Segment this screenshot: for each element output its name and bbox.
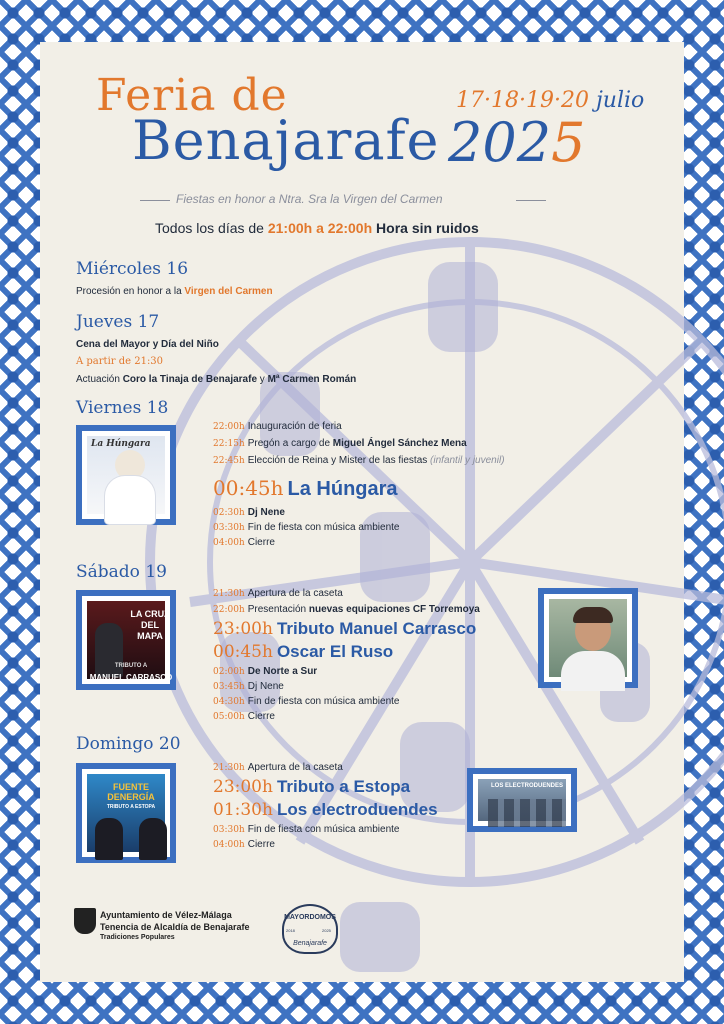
sunday-after-1 — [213, 824, 399, 835]
friday-headliner — [213, 476, 398, 501]
friday-headliner-name: La Húngara — [287, 478, 398, 500]
friday-after-1 — [213, 507, 285, 518]
dates-numbers: 17·18·19·20 — [456, 88, 589, 113]
photo-la-hungara-label: La Húngara — [91, 439, 151, 449]
saturday-headliner-2-name: Oscar El Ruso — [276, 642, 394, 661]
sunday-headliner-2 — [213, 800, 438, 820]
saturday-after-3-time: 04:30h — [213, 697, 245, 707]
saturday-headliner-2-time: 00:45h — [213, 642, 273, 662]
poster-estopa-sub: TRIBUTO A ESTOPA — [106, 804, 156, 810]
friday-event-2 — [213, 438, 467, 449]
saturday-after-2 — [213, 681, 284, 692]
poster-carrasco-sub: TRIBUTO A — [114, 663, 148, 669]
saturday-after-3 — [213, 696, 399, 707]
ayuntamiento-line1: Ayuntamiento de Vélez-Málaga — [100, 910, 232, 920]
saturday-event-1-text: Apertura de la caseta — [247, 588, 343, 599]
photo-oscar-el-ruso — [538, 588, 638, 688]
mayordomos-year-b: 2025 — [322, 928, 331, 933]
thursday-event-2-and: y — [257, 374, 268, 385]
photo-la-hungara — [76, 425, 176, 525]
saturday-event-2 — [213, 604, 480, 615]
poster-carrasco-title: LA CRUZ DEL MAPA — [130, 609, 170, 641]
singer-dress — [105, 476, 155, 524]
wednesday-event — [76, 286, 273, 297]
friday-after-1-time: 02:30h — [213, 508, 245, 518]
day-heading-friday: Viernes 18 — [76, 398, 169, 418]
thursday-event-1-text: Cena del Mayor y Día del Niño — [76, 339, 219, 350]
friday-after-1-text: Dj Nene — [247, 507, 285, 518]
sunday-headliner-1-time: 23:00h — [213, 777, 273, 797]
performer-right — [139, 818, 167, 860]
wednesday-event-highlight: Virgen del Carmen — [184, 286, 273, 297]
day-heading-wednesday: Miércoles 16 — [76, 259, 189, 279]
friday-event-3-text: Elección de Reina y Mister de las fiestas — [247, 455, 431, 466]
oscar-hair — [573, 607, 613, 623]
friday-event-2-text: Pregón a cargo de — [247, 438, 333, 449]
thursday-event-2-singer: Mª Carmen Román — [267, 374, 357, 385]
thursday-time: A partir de 21:30 — [76, 356, 164, 367]
sunday-event-1-time: 21:30h — [213, 763, 245, 773]
saturday-headliner-1-name: Tributo Manuel Carrasco — [276, 619, 477, 638]
thursday-event-2 — [76, 374, 356, 385]
saturday-after-4-time: 05:00h — [213, 712, 245, 722]
sunday-headliner-2-name: Los electroduendes — [276, 800, 438, 819]
day-heading-sunday: Domingo 20 — [76, 734, 181, 754]
saturday-event-1-time: 21:30h — [213, 589, 245, 599]
ayuntamiento-line3: Tradiciones Populares — [100, 934, 175, 941]
day-heading-thursday: Jueves 17 — [76, 312, 160, 332]
thursday-event-2-choir: Coro la Tinaja de Benajarafe — [122, 374, 258, 385]
saturday-headliner-1 — [213, 619, 476, 639]
friday-after-2 — [213, 522, 399, 533]
quiet-prefix: Todos los días de — [155, 220, 268, 236]
thursday-event-2-prefix: Actuación — [76, 374, 123, 385]
quiet-label: Hora sin ruidos — [372, 220, 479, 236]
year-part-b: 5 — [551, 111, 586, 174]
sunday-headliner-2-time: 01:30h — [213, 800, 273, 820]
subtitle-rule-right — [516, 200, 546, 201]
saturday-after-4 — [213, 711, 275, 722]
poster-manuel-carrasco — [76, 590, 176, 690]
saturday-after-2-text: Dj Nene — [247, 681, 284, 692]
friday-event-1-text: Inauguración de feria — [247, 421, 342, 432]
sunday-after-2-text: Cierre — [247, 839, 275, 850]
sunday-after-2-time: 04:00h — [213, 840, 245, 850]
mayordomos-sub: Benajarafe — [293, 940, 327, 947]
friday-event-2-name: Miguel Ángel Sánchez Mena — [332, 438, 467, 449]
friday-after-3 — [213, 537, 275, 548]
friday-after-3-text: Cierre — [247, 537, 275, 548]
year-part-a: 202 — [448, 111, 552, 174]
saturday-event-2-bold: nuevas equipaciones CF Torremoya — [308, 604, 480, 615]
subtitle: Fiestas en honor a Ntra. Sra la Virgen del Carmen — [176, 192, 443, 206]
friday-event-3-time: 22:45h — [213, 456, 245, 466]
friday-event-1 — [213, 421, 342, 432]
subtitle-rule-left — [140, 200, 170, 201]
ayuntamiento-crest-icon — [74, 908, 96, 934]
photo-los-electroduendes — [467, 768, 577, 832]
sunday-after-2 — [213, 839, 275, 850]
saturday-event-1 — [213, 588, 343, 599]
quiet-hours-range: 21:00h a 22:00h — [267, 220, 373, 236]
wednesday-event-text: Procesión en honor a la — [76, 286, 185, 297]
sunday-event-1-text: Apertura de la caseta — [247, 762, 343, 773]
thursday-event-1 — [76, 339, 219, 350]
oscar-shirt — [561, 651, 625, 691]
friday-after-2-time: 03:30h — [213, 523, 245, 533]
friday-event-3 — [213, 455, 505, 466]
saturday-after-1-time: 02:00h — [213, 667, 245, 677]
poster-estopa-title: FUENTE DENERGÍA — [107, 782, 155, 802]
sunday-headliner-1-name: Tributo a Estopa — [276, 777, 411, 796]
title-year — [448, 111, 586, 174]
saturday-event-2-text: Presentación — [247, 604, 309, 615]
ayuntamiento-line2: Tenencia de Alcaldía de Benajarafe — [100, 922, 250, 932]
day-heading-saturday: Sábado 19 — [76, 562, 167, 582]
title-benajarafe: Benajarafe — [132, 109, 440, 172]
poster-carrasco-name: MANUEL CARRASCO — [89, 673, 173, 682]
saturday-after-1-text: De Norte a Sur — [247, 666, 318, 677]
friday-event-2-time: 22:15h — [213, 439, 245, 449]
saturday-after-2-time: 03:45h — [213, 682, 245, 692]
sunday-after-1-text: Fin de fiesta con música ambiente — [247, 824, 400, 835]
saturday-after-4-text: Cierre — [247, 711, 275, 722]
friday-after-3-time: 04:00h — [213, 538, 245, 548]
quiet-hours — [155, 220, 479, 236]
sunday-after-1-time: 03:30h — [213, 825, 245, 835]
saturday-after-1 — [213, 666, 317, 677]
poster-fuente-denergia — [76, 763, 176, 863]
friday-headliner-time: 00:45h — [213, 476, 284, 500]
performer-left — [95, 818, 123, 860]
mayordomos-title: MAYORDOMOS — [284, 914, 336, 921]
sunday-headliner-1 — [213, 777, 410, 797]
friday-event-1-time: 22:00h — [213, 422, 245, 432]
sunday-event-1 — [213, 762, 343, 773]
band-members — [488, 799, 566, 827]
title-feria: Feria de — [96, 70, 288, 121]
saturday-headliner-2 — [213, 642, 393, 662]
saturday-headliner-1-time: 23:00h — [213, 619, 273, 639]
band-photo-label: LOS ELECTRODUENDES — [490, 783, 563, 789]
saturday-event-2-time: 22:00h — [213, 605, 245, 615]
friday-after-2-text: Fin de fiesta con música ambiente — [247, 522, 400, 533]
festival-dates — [456, 88, 644, 113]
friday-event-3-tag: (infantil y juvenil) — [430, 455, 505, 466]
saturday-after-3-text: Fin de fiesta con música ambiente — [247, 696, 400, 707]
mayordomos-year-a: 2018 — [286, 928, 295, 933]
dates-month: julio — [595, 88, 645, 113]
